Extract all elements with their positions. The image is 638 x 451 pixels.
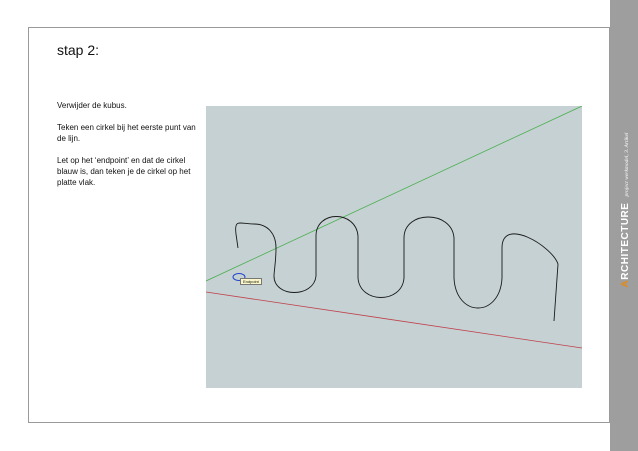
architecture-logo: [615, 133, 633, 288]
endpoint-tooltip: Endpoint: [240, 278, 262, 285]
sketchup-viewport[interactable]: [206, 106, 582, 388]
green-axis-line: [206, 106, 582, 281]
logo-subtitle: project werkmodel, 3. Artikel: [624, 132, 630, 197]
step-title: stap 2:: [57, 42, 100, 58]
instructions-block: [57, 100, 197, 199]
red-axis-line: [206, 292, 582, 348]
logo-name: RCHITECTURE: [620, 202, 631, 280]
wavy-curve: [236, 217, 558, 322]
instruction-1: Verwijder de kubus.: [57, 101, 127, 110]
logo-accent-letter: A: [620, 279, 631, 288]
instruction-3: Let op het ‘endpoint’ en dat de cirkel blauw is, dan teken je de cirkel op het platte vlak.: [57, 156, 191, 187]
viewport-canvas: [206, 106, 582, 388]
instruction-2: Teken een cirkel bij het eerste punt van de lijn.: [57, 123, 196, 143]
